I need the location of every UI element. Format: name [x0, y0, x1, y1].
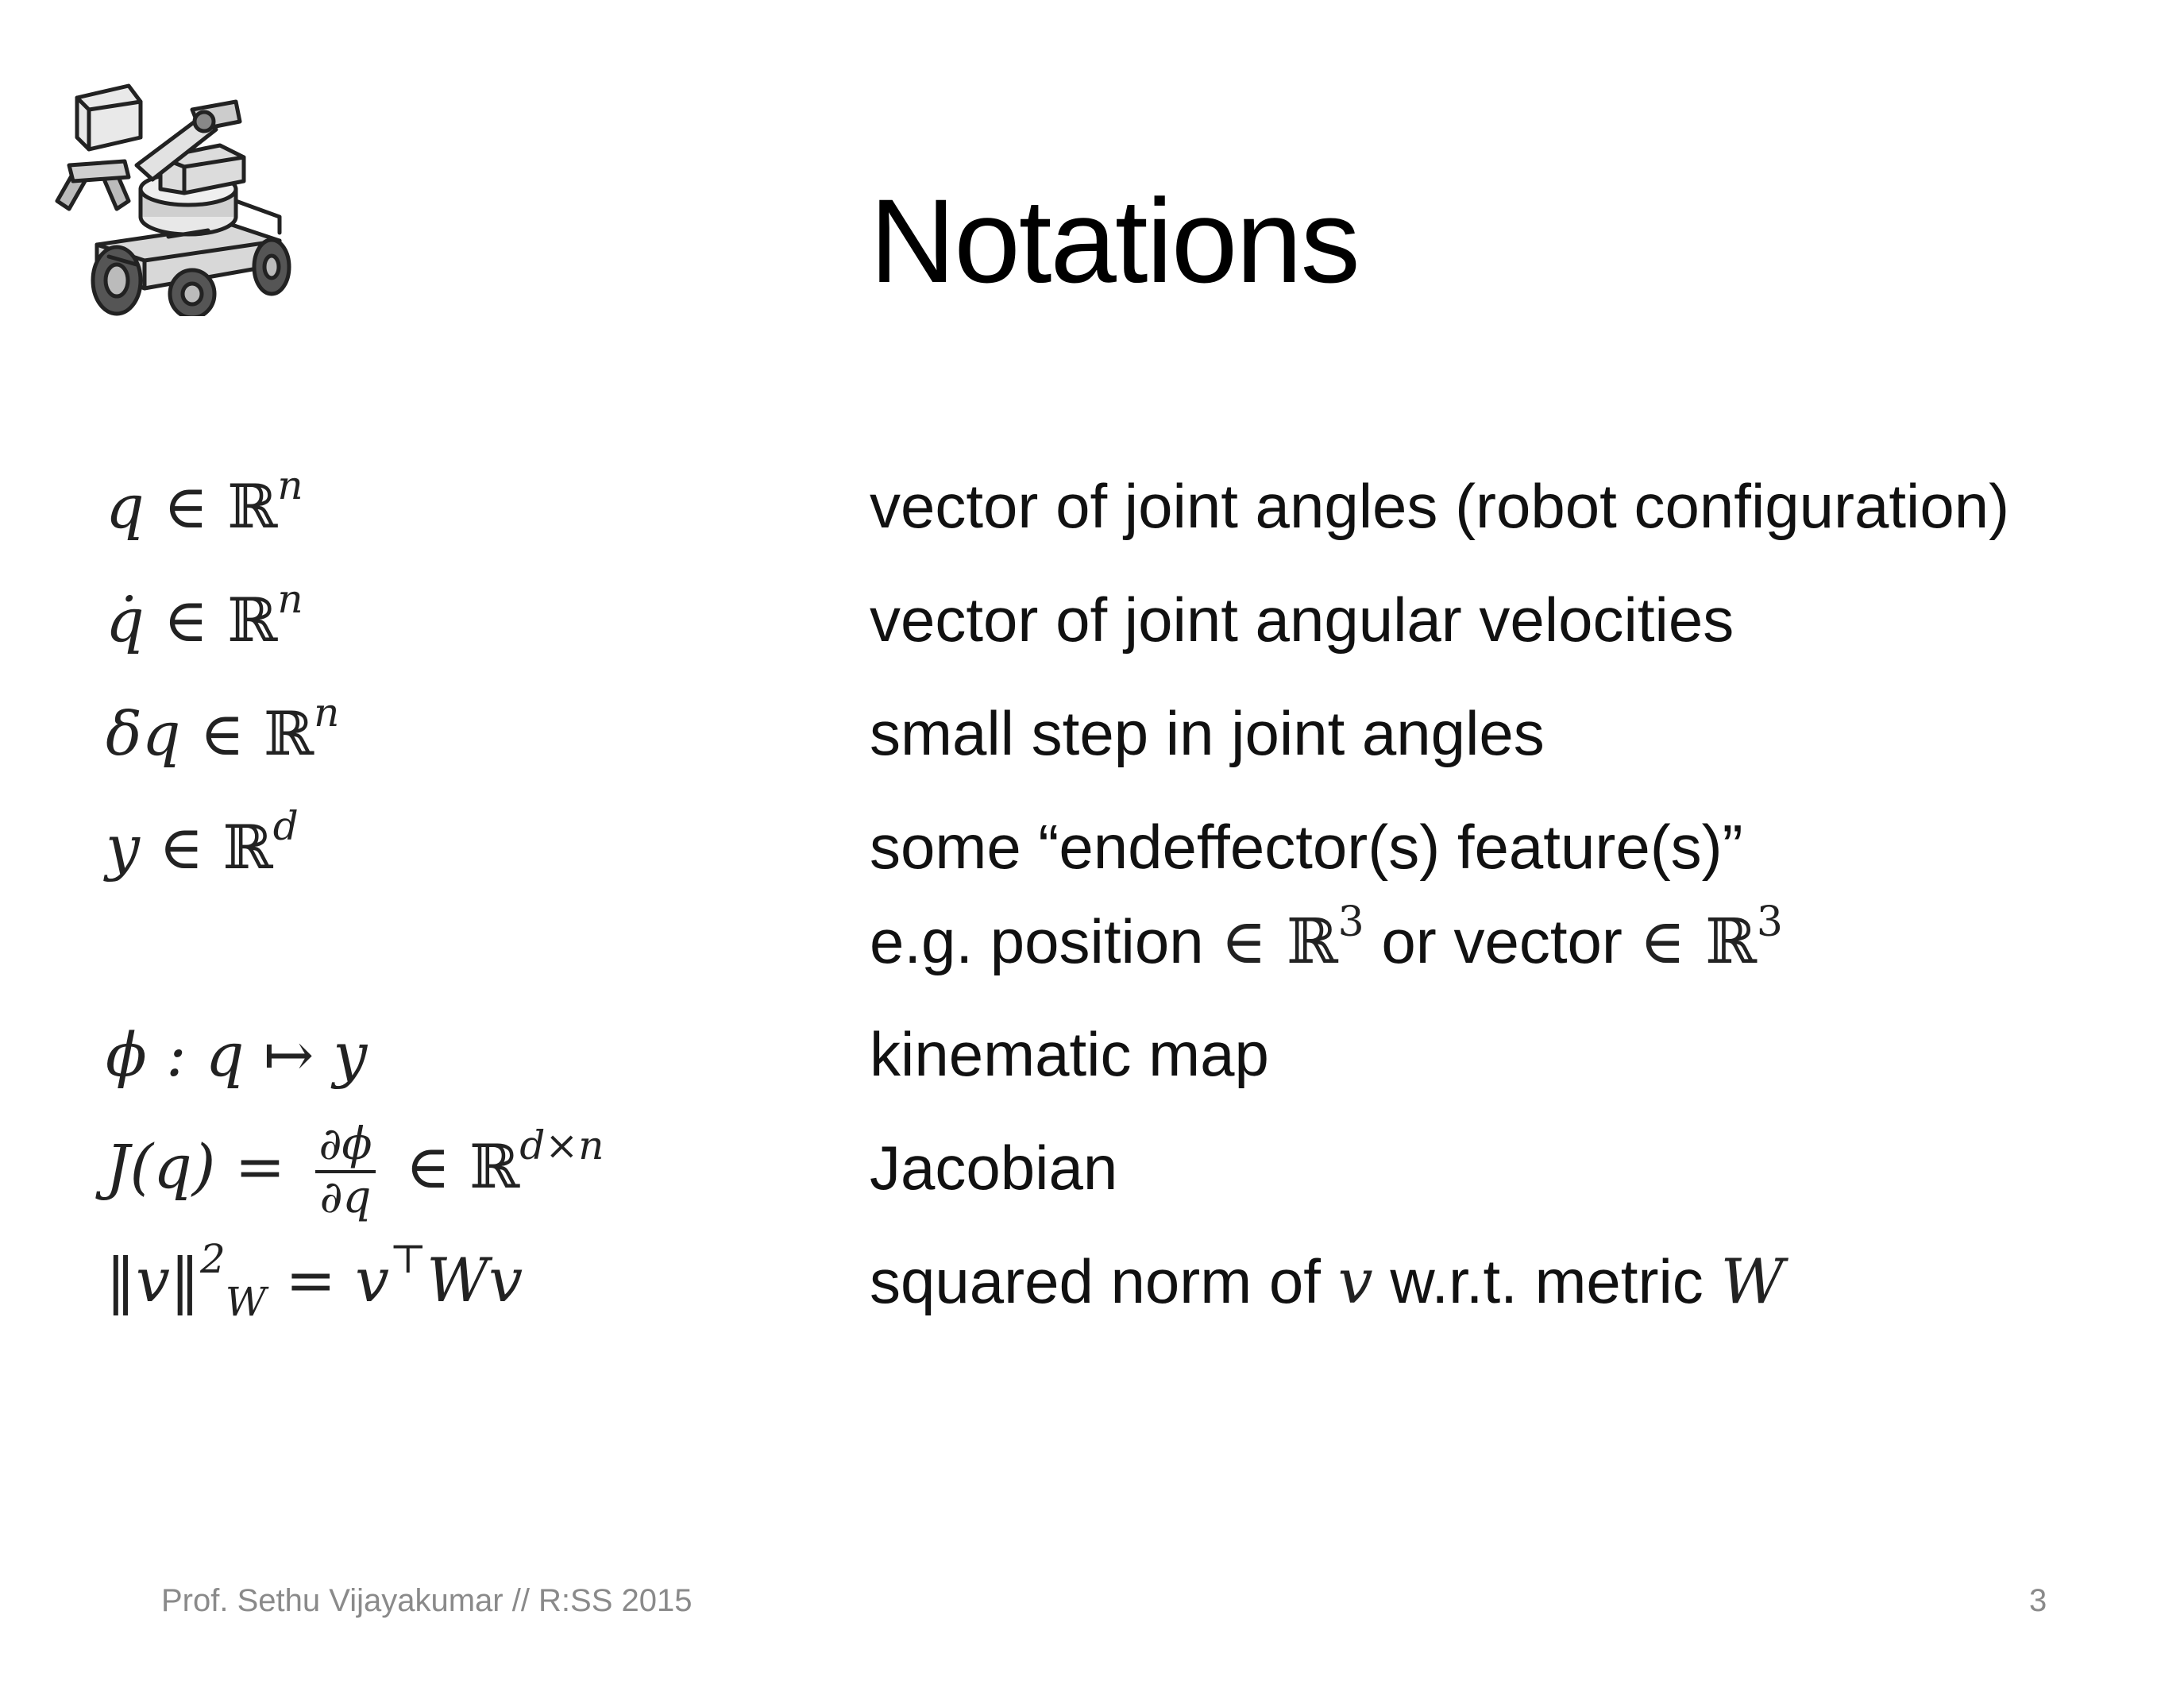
symbol-q-dot: q̇ ∈ ℝ$^n$	[106, 576, 303, 655]
description-norm: squared norm of v w.r.t. metric W	[870, 1246, 1785, 1318]
description-delta-q: small step in joint angles	[870, 698, 1545, 768]
jacobian-fraction: $\frac{\partial\phi}{\partial q}$	[315, 1122, 375, 1222]
description-jacobian: Jacobian	[870, 1133, 1118, 1203]
description-y-example: e.g. position ∈ ℝ$^3$ or vector ∈ ℝ$^3$	[870, 898, 1783, 978]
robot-sketch-icon	[41, 62, 303, 316]
page-title: Notations	[870, 174, 1359, 307]
symbol-delta-q: δq ∈ ℝ$^n$	[106, 689, 340, 769]
page-number: 3	[2029, 1583, 2047, 1618]
description-phi: kinematic map	[870, 1019, 1269, 1089]
symbol-norm: ‖v‖$^2_W$ = v⊤Wv	[106, 1236, 523, 1325]
description-q-dot: vector of joint angular velocities	[870, 585, 1734, 655]
description-y: some “endeffector(s) feature(s)”	[870, 812, 1743, 882]
symbol-jacobian: J(q) = $\frac{\partial\phi}{\partial q}$ ∈ ℝ$^{d\times n}$	[106, 1118, 604, 1223]
symbol-y: y ∈ ℝ$^d$	[106, 803, 299, 883]
symbol-phi: ϕ : q ↦ y	[106, 1019, 368, 1090]
description-q: vector of joint angles (robot configuration)	[870, 471, 2010, 541]
footer-author: Prof. Sethu Vijayakumar // R:SS 2015	[161, 1583, 693, 1618]
symbol-q: q ∈ ℝ$^n$	[106, 462, 303, 542]
